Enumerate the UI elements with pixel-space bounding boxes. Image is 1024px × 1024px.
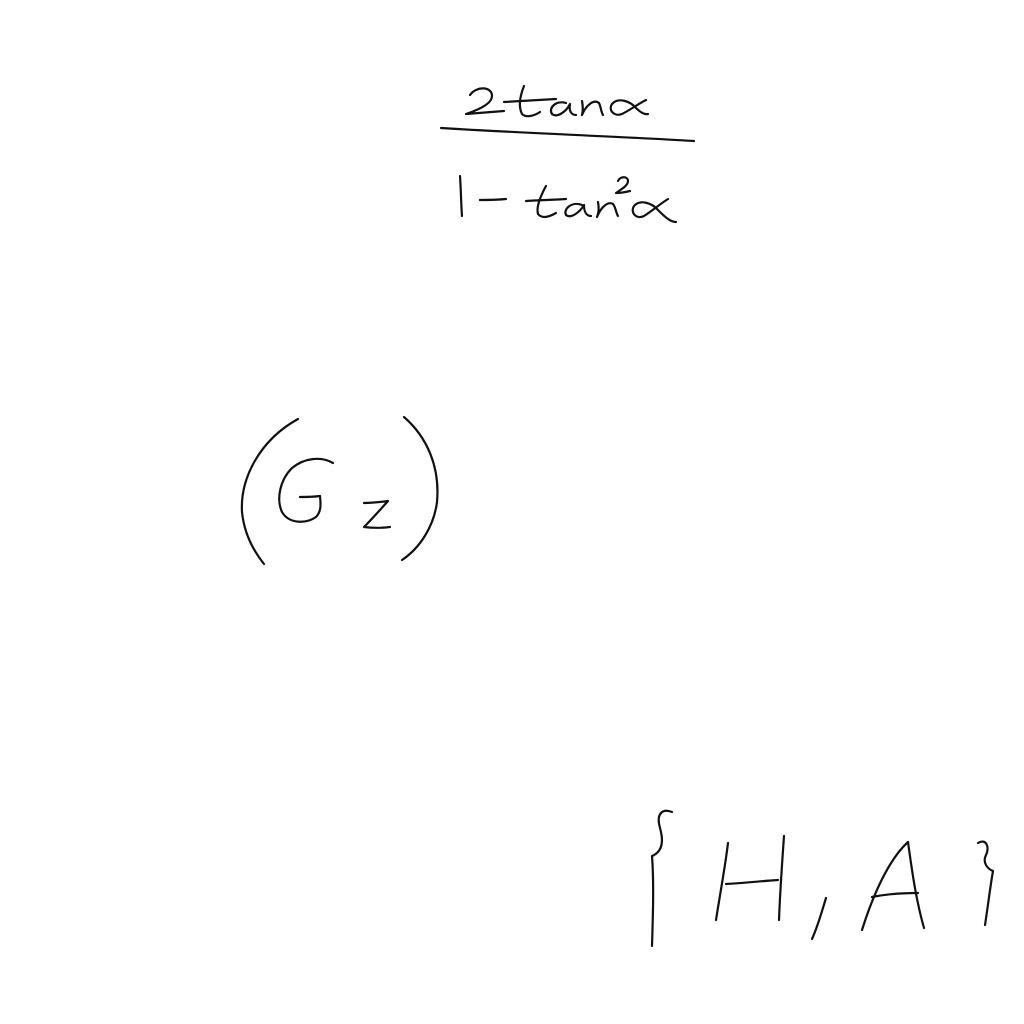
denominator-letter-a	[565, 204, 591, 216]
letter-A-crossbar	[872, 893, 918, 897]
left-parenthesis	[242, 419, 298, 564]
set-expression	[652, 811, 993, 946]
letter-A-left	[862, 842, 908, 930]
letter-A-right	[908, 842, 924, 928]
denominator-letter-n	[597, 202, 618, 217]
denominator-letter-t-stem	[537, 186, 556, 217]
numerator-digit-2	[466, 88, 504, 114]
comma	[812, 898, 826, 939]
letter-H-right	[779, 836, 784, 920]
left-brace	[652, 811, 672, 946]
group-expression	[242, 417, 438, 564]
denominator-minus	[480, 199, 506, 200]
numerator-letter-t-bar	[504, 99, 556, 102]
denominator-digit-1	[460, 176, 462, 216]
subscript-2	[364, 501, 390, 528]
letter-G	[279, 459, 333, 522]
numerator-letter-alpha	[611, 100, 648, 115]
denominator-letter-alpha	[633, 199, 676, 222]
denominator-superscript-2	[616, 177, 630, 193]
right-parenthesis	[402, 417, 437, 560]
letter-H-left	[716, 843, 728, 920]
numerator-letter-n	[582, 101, 603, 115]
denominator-letter-t-bar	[526, 199, 566, 201]
right-brace	[978, 842, 993, 925]
fraction-denominator	[460, 176, 676, 222]
fraction-bar	[441, 128, 694, 141]
numerator-letter-a	[551, 102, 576, 115]
fraction-expression	[441, 86, 694, 222]
letter-H-crossbar	[726, 880, 778, 884]
fraction-numerator	[466, 86, 648, 116]
